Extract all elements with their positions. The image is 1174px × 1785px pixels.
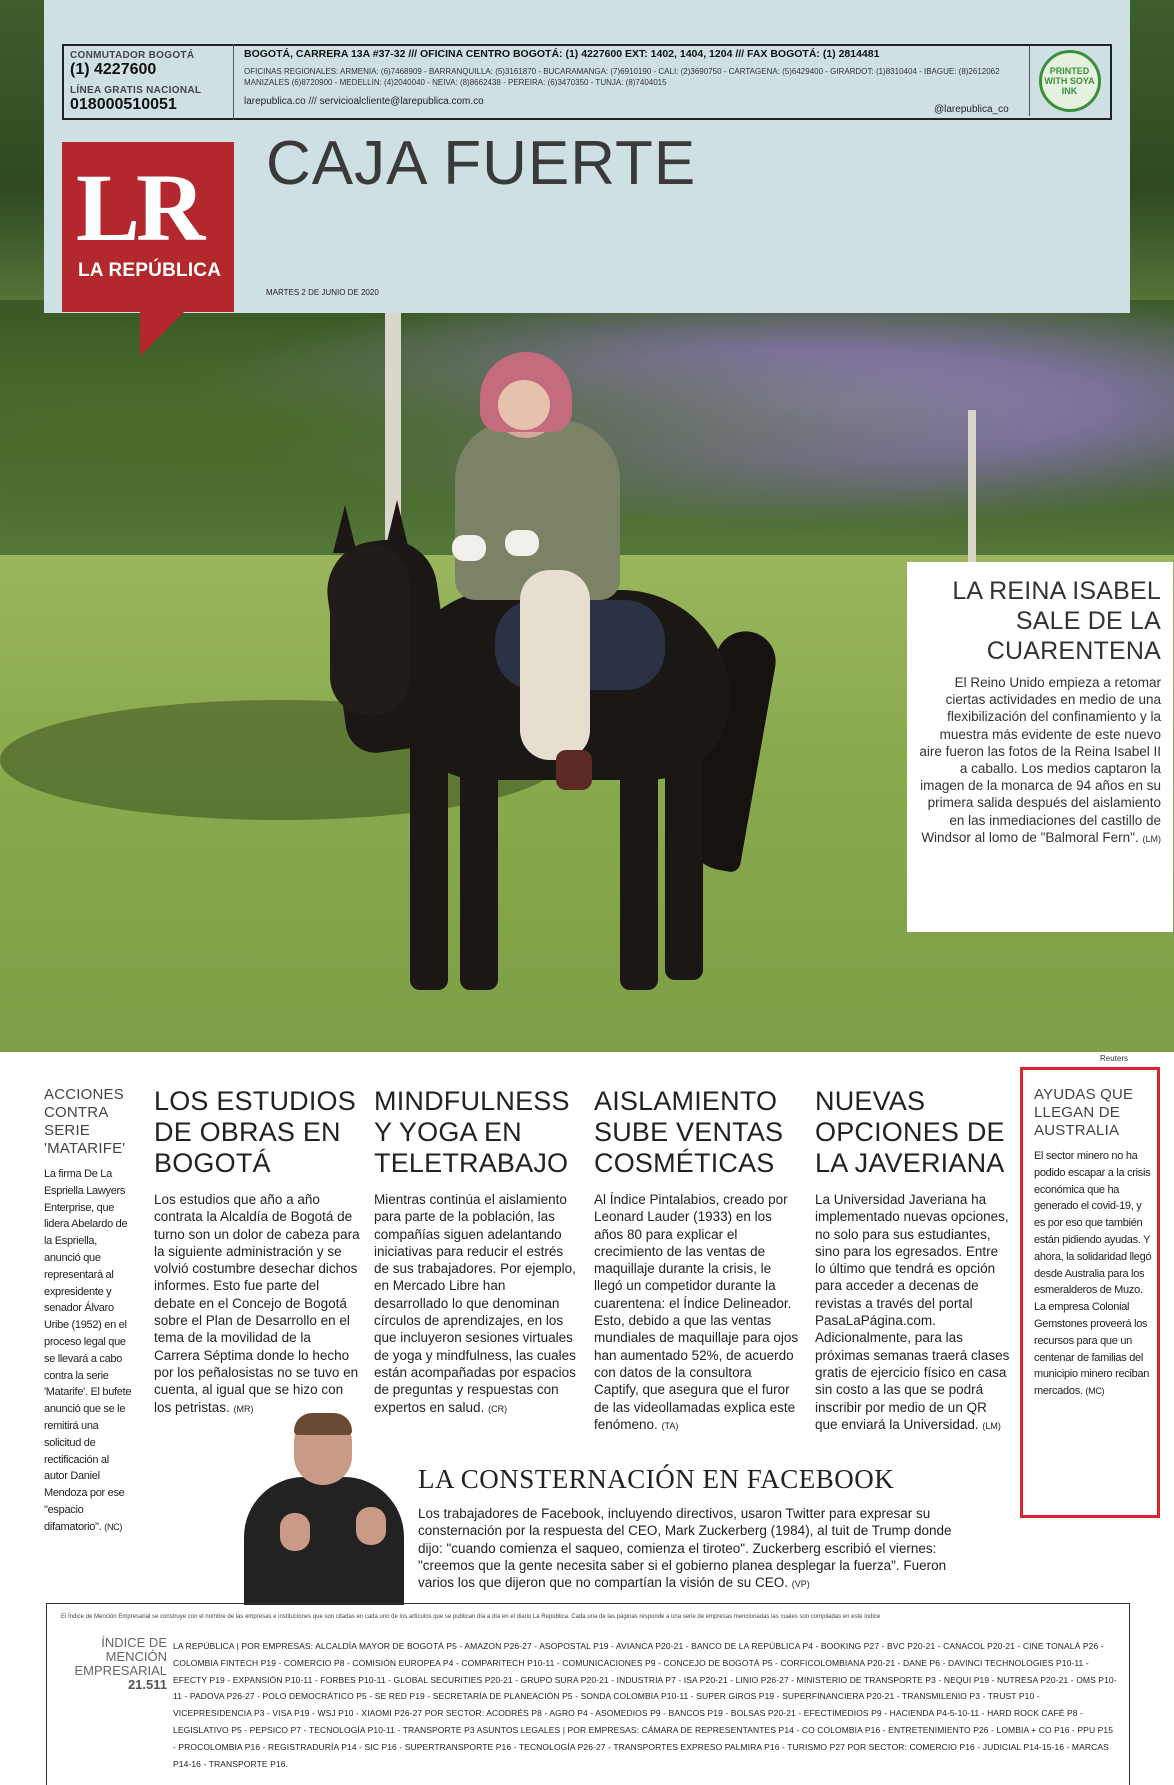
story-headline: NUEVAS OPCIONES DE LA JAVERIANA bbox=[815, 1086, 1005, 1178]
photo-credit: Reuters bbox=[1100, 1054, 1129, 1063]
business-mention-index bbox=[46, 1603, 1130, 1785]
rider-glove bbox=[452, 535, 486, 561]
rider-legs bbox=[520, 570, 590, 760]
logo-name: LA REPÚBLICA bbox=[78, 260, 222, 281]
story-headline: ACCIONES CONTRA SERIE 'MATARIFE' bbox=[44, 1086, 126, 1157]
story-body: Al Índice Pintalabios, creado por Leonard Lauder (1933) en los años 80 para explicar el crecimiento de las ventas de maquillaje durante la crisis, le llegó un competidor durante la cuarentena: el Índice Delineador. Esto, debido a que las ventas mundiales de maquillaje para ojos han aumentado 52%, de acuerdo con datos de la consultora Captify, que asegura que el furor de las videollamadas explica este fenómeno. (TA) bbox=[594, 1192, 799, 1432]
story-body: El sector minero no ha podido escapar a la crisis económica que ha generado el covid-19, y es por eso que también están pidiendo ayudas. Y ahora, la solidaridad llegó desde Australia para los esmeralderos de Muzo. La empresa Colonial Gemstones proveerá los recursos para que un centenar de familias del municipio minero reciban mercados. (MC) bbox=[1034, 1150, 1152, 1398]
logo-letters: LR bbox=[76, 154, 202, 261]
zuckerberg-photo bbox=[244, 1415, 404, 1605]
index-body: LA REPÚBLICA | POR EMPRESAS: ALCALDÍA MAYOR DE BOGOTÁ P5 - AMAZON P26-27 - ASOPOSTAL P19 - AVIANCA P20-21 - BANCO DE LA REPÚBLICA P4 - BOOKING P27 - BVC P20-21 - CANACOL P20-21 - CINE TONALÁ P26 - COLOMBIA FINTECH P19 - COMERCIO P8 - COMISIÓN EUROPEA P4 - COMPARITECH P10-11 - COMUNICACIONES P9 - CONCEJO DE BOGOTÁ P5 - CORFICOLOMBIANA P20-21 - DANE P6 - DAVINCI TECHNOLOGIES P10-11 - EFECTY P19 - EXPANSIÓN P10-11 - FORBES P10-11 - GLOBAL SECURITIES P20-21 - GRUPO SURA P20-21 - INDUSTRIA P7 - ISA P20-21 - LINIO P26-27 - MINISTERIO DE TRANSPORTE P3 - NEQUI P19 - NUTRESA P20-21 - OMS P10-11 - PADOVA P26-27 - POLO DEMOCRÁTICO P5 - SE RED P19 - SECRETARÍA DE PLANEACIÓN P5 - SONDA COLOMBIA P10-11 - SUPER GIROS P19 - SUPERFINANCIERA P20-21 - TRANSMILENIO P3 - TRUST P10 - VICEPRESIDENCIA P3 - VISA P19 - WSJ P10 - XIAOMI P26-27 POR SECTOR: ACODRÉS P8 - AGRO P4 - ASOMEDIOS P9 - BANCOS P19 - BOLSAS P20-21 - EFECTIMEDIOS P9 - HACIENDA P4-5-10-11 - HARD ROCK CAFÉ P8 - LEGISLATIVO P5 - PEPSICO P7 - TECNOLOGÍA P10-11 - TRANSPORTE P3 ASUNTOS LEGALES | POR EMPRESAS: CÁMARA DE REPRESENTANTES P14 - CO COLOMBIA P16 - ENTRETENIMIENTO P26 - LOMBIA + CO P16 - PPU P15 - PROCOLOMBIA P16 - REGISTRADURÍA P14 - SIC P16 - SUPERTRANSPORTE P16 - TECNOLOGÍA P26-27 - TRANSPORTES EXPRESO PALMIRA P16 - TURISMO P27 POR SECTOR: COMERCIO P16 - JUDICIAL P14-15-16 - MARCAS P14-16 - TRANSPORTE P16. bbox=[173, 1641, 1117, 1769]
regional-offices: OFICINAS REGIONALES: ARMENIA: (6)7468909 - BARRANQUILLA: (5)3161870 - BUCARAMANGA: (7)6910190 - CALI: (2)3690750 - CARTAGENA: (5)6429400 - GIRARDOT: (1)8310404 - IBAGUE: (8)2612062 MANIZALES (6)8720900 - MEDELLIN: (4)2040040 - NEIVA: (8)8662438 - PEREIRA: (6)3470350 - TUNJA: (8)7404015 bbox=[244, 67, 1000, 87]
story-headline: AISLAMIENTO SUBE VENTAS COSMÉTICAS bbox=[594, 1086, 784, 1178]
story-body: Los estudios que año a año contrata la Alcaldía de Bogotá de turno son un dolor de cabeza para la siguiente administración y se volvió costumbre desechar dichos informes. Esto fue parte del debate en el Concejo de Bogotá sobre el Plan de Desarrollo en el tema de la movilidad de la Carrera Séptima donde lo hecho por los peñalosistas no se tuvo en cuenta, al igual que se hizo con los petristas. (MR) bbox=[154, 1192, 360, 1415]
story-column bbox=[1034, 1086, 1152, 1400]
logo-tip bbox=[140, 312, 184, 356]
social-handle: @larepublica_co bbox=[934, 104, 1009, 115]
rider-face bbox=[498, 380, 550, 430]
photo-hand bbox=[356, 1507, 386, 1545]
index-title: ÍNDICE DE MENCIÓN EMPRESARIAL 21.511 bbox=[57, 1636, 167, 1692]
story-headline: MINDFULNESS Y YOGA EN TELETRABAJO bbox=[374, 1086, 570, 1178]
story-headline: AYUDAS QUE LLEGAN DE AUSTRALIA bbox=[1034, 1086, 1134, 1139]
free-line-number: 018000510051 bbox=[70, 96, 177, 113]
horse-ear bbox=[333, 505, 357, 553]
switchboard-number: (1) 4227600 bbox=[70, 61, 157, 78]
lead-headline: LA REINA ISABEL SALE DE LA CUARENTENA bbox=[952, 577, 1161, 665]
lead-tag: (LM) bbox=[1142, 833, 1161, 844]
story-body: Mientras continúa el aislamiento para parte de la población, las compañías siguen adelantando iniciativas para reducir el estrés de sus trabajadores. Por ejemplo, en Mercado Libre han desarrollado lo que denominan círculos de aprendizajes, en los que incluyeron sesiones virtuales de yoga y mindfulness, las cuales están acompañadas por espacios de preguntas y respuestas con expertos en salud. (CR) bbox=[374, 1192, 576, 1415]
rider-glove bbox=[505, 530, 539, 556]
lead-story bbox=[907, 562, 1173, 932]
index-count: 21.511 bbox=[127, 1677, 167, 1692]
story-headline: LOS ESTUDIOS DE OBRAS EN BOGOTÁ bbox=[154, 1086, 356, 1178]
story-column bbox=[44, 1086, 134, 1536]
story-column bbox=[815, 1086, 1011, 1435]
story-body: La firma De La Espriella Lawyers Enterprise, que lidera Abelardo de la Espriella, anunció que representará al expresidente y senador Álvaro Uribe (1952) en el proceso legal que se llevará a cabo contra la serie 'Matarife'. El bufete anunció que se le remitirá una solicitud de rectificación al autor Daniel Mendoza por ese "espacio difamatorio". (NC) bbox=[44, 1168, 132, 1533]
index-note: El Índice de Mención Empresarial se construye con el nombre de las empresas e instituciones que son citadas en cada uno de los artículos que se publican día a día en el diario La República. Cada una de las páginas responde a una serie de empresas mencionadas las cuales son compiladas en este índice bbox=[61, 1614, 881, 1620]
address-line: BOGOTÁ, CARRERA 13A #37-32 /// OFICINA CENTRO BOGOTÁ: (1) 4227600 EXT: 1402, 1404, 1204 /// FAX BOGOTÁ: (1) 2814481 bbox=[244, 48, 880, 60]
tree-trunk bbox=[968, 410, 976, 570]
facebook-headline: LA CONSTERNACIÓN EN FACEBOOK bbox=[418, 1464, 895, 1494]
lead-body: El Reino Unido empieza a retomar ciertas actividades en medio de una flexibilización del confinamiento y la muestra más evidente de este nuevo aire fueron las fotos de la Reina Isabel II a caballo. Los medios captaron la imagen de la monarca de 94 años en su primera salida después del aislamiento en las inmediaciones del castillo de Windsor al lomo de "Balmoral Fern". (LM) bbox=[919, 675, 1161, 845]
soy-ink-seal-icon: PRINTED WITH SOYA INK bbox=[1039, 50, 1101, 112]
facebook-body: Los trabajadores de Facebook, incluyendo directivos, usaron Twitter para expresar su consternación por la respuesta del CEO, Mark Zuckerberg (1984), al tuit de Trump donde dijo: "cuando comienza el saqueo, comienza el tiroteo". Zuckerberg escribió el viernes: "creemos que la gente necesita saber si el gobierno planea desplegar la fuerza". Fueron varios los que dijeron que no compartían la visión de su CEO. (VP) bbox=[418, 1506, 952, 1591]
contact-line: larepublica.co /// servicioalcliente@larepublica.com.co bbox=[244, 96, 484, 107]
facebook-story bbox=[418, 1464, 974, 1593]
horse-leg bbox=[665, 740, 703, 980]
issue-date: MARTES 2 DE JUNIO DE 2020 bbox=[266, 288, 379, 297]
story-body: La Universidad Javeriana ha implementado nuevas opciones, no solo para sus estudiantes, sino para los egresados. Entre lo último que tendrá es opción para acceder a decenas de revistas a través del portal PasaLaPágina.com. Adicionalmente, para las próximas semanas traerá clases gratis de ejercicio físico en casa sin costo a las que se podrá inscribir por medio de un QR que enviará la Universidad. (LM) bbox=[815, 1192, 1010, 1432]
free-line-label: LÍNEA GRATIS NACIONAL bbox=[70, 85, 202, 96]
newspaper-logo bbox=[62, 142, 234, 312]
contact-info bbox=[244, 48, 1004, 107]
switchboard-label: CONMUTADOR BOGOTÁ bbox=[70, 50, 195, 61]
story-column bbox=[374, 1086, 580, 1418]
rider-boot bbox=[556, 750, 592, 790]
horse-leg bbox=[620, 740, 658, 990]
horse-leg bbox=[410, 740, 448, 990]
phone-box bbox=[62, 44, 234, 120]
story-column bbox=[154, 1086, 360, 1418]
story-column bbox=[594, 1086, 800, 1435]
horse-head bbox=[330, 545, 410, 715]
section-title: CAJA FUERTE bbox=[266, 129, 697, 198]
photo-hair bbox=[294, 1413, 352, 1435]
horse-ear bbox=[385, 500, 409, 550]
horse-leg bbox=[460, 750, 498, 990]
soy-ink-box bbox=[1029, 46, 1109, 116]
photo-hand bbox=[280, 1513, 310, 1551]
